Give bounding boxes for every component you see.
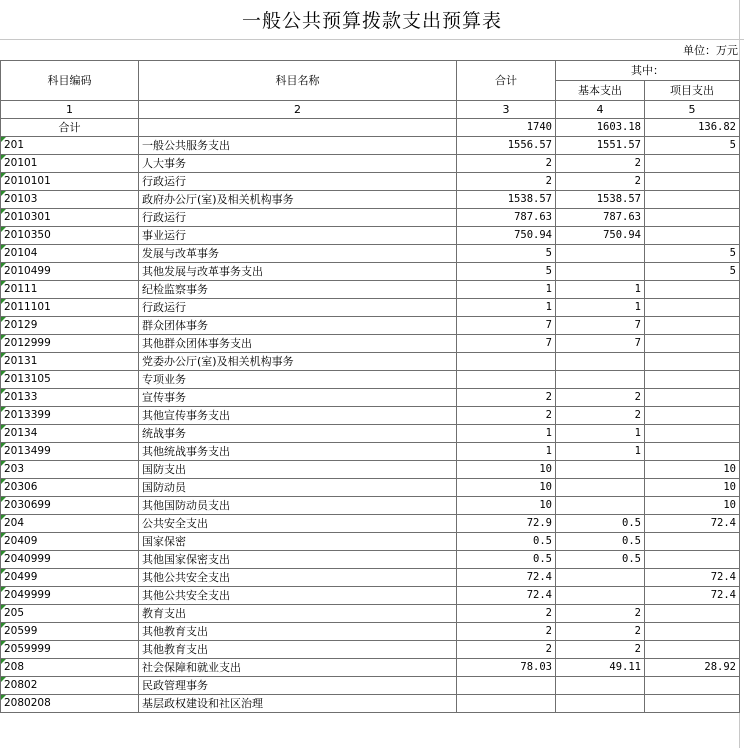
table-row xyxy=(1,641,740,659)
header-code[interactable]: 科目编码 xyxy=(1,61,139,101)
total-cell[interactable] xyxy=(457,695,556,713)
table-row xyxy=(1,353,740,371)
total-cell[interactable]: 2 xyxy=(457,641,556,659)
text-format-marker-icon xyxy=(1,227,6,232)
index-cell-3[interactable]: 3 xyxy=(457,101,556,119)
text-format-marker-icon xyxy=(1,371,6,376)
basic-cell[interactable]: 2 xyxy=(556,173,645,191)
code-cell[interactable] xyxy=(1,425,139,443)
table-title: 一般公共预算拨款支出预算表 xyxy=(241,10,502,32)
name-cell[interactable]: 其他宣传事务支出 xyxy=(139,407,457,425)
table-row xyxy=(1,587,740,605)
basic-cell[interactable] xyxy=(556,695,645,713)
summary-basic[interactable]: 1603.18 xyxy=(556,119,645,137)
project-cell[interactable] xyxy=(645,551,740,569)
name-cell[interactable]: 其他教育支出 xyxy=(139,641,457,659)
code-text: 2080208 xyxy=(4,697,51,709)
text-format-marker-icon xyxy=(1,245,6,250)
code-cell[interactable] xyxy=(1,695,139,713)
total-cell[interactable]: 0.5 xyxy=(457,551,556,569)
text-format-marker-icon xyxy=(1,281,6,286)
basic-cell[interactable] xyxy=(556,569,645,587)
name-cell[interactable]: 纪检监察事务 xyxy=(139,281,457,299)
code-text: 205 xyxy=(4,607,25,619)
name-cell[interactable]: 行政运行 xyxy=(139,299,457,317)
basic-cell[interactable]: 1 xyxy=(556,281,645,299)
code-text: 20599 xyxy=(4,625,38,637)
code-text: 20499 xyxy=(4,571,38,583)
text-format-marker-icon xyxy=(1,605,6,610)
name-cell[interactable]: 其他教育支出 xyxy=(139,623,457,641)
project-cell[interactable]: 72.4 xyxy=(645,569,740,587)
table-row xyxy=(1,695,740,713)
total-cell[interactable]: 72.4 xyxy=(457,587,556,605)
basic-cell[interactable]: 0.5 xyxy=(556,515,645,533)
summary-label[interactable]: 合计 xyxy=(1,119,139,137)
text-format-marker-icon xyxy=(1,497,6,502)
index-cell-1[interactable]: 1 xyxy=(1,101,139,119)
project-cell[interactable]: 5 xyxy=(645,137,740,155)
table-row xyxy=(1,299,740,317)
basic-cell[interactable]: 0.5 xyxy=(556,551,645,569)
name-cell[interactable]: 其他群众团体事务支出 xyxy=(139,335,457,353)
basic-cell[interactable]: 0.5 xyxy=(556,533,645,551)
code-cell[interactable] xyxy=(1,155,139,173)
code-cell[interactable] xyxy=(1,587,139,605)
basic-cell[interactable]: 1 xyxy=(556,425,645,443)
project-cell[interactable]: 72.4 xyxy=(645,587,740,605)
code-text: 2012999 xyxy=(4,337,51,349)
table-row xyxy=(1,371,740,389)
name-cell[interactable]: 政府办公厅(室)及相关机构事务 xyxy=(139,191,457,209)
unit-label: 单位：万元 xyxy=(683,44,738,57)
summary-row xyxy=(1,119,740,137)
name-cell[interactable]: 国防支出 xyxy=(139,461,457,479)
header-row-1 xyxy=(1,61,740,81)
index-cell-2[interactable]: 2 xyxy=(139,101,457,119)
name-cell[interactable]: 其他统战事务支出 xyxy=(139,443,457,461)
total-cell[interactable]: 10 xyxy=(457,497,556,515)
basic-cell[interactable] xyxy=(556,353,645,371)
table-row xyxy=(1,407,740,425)
basic-cell[interactable]: 2 xyxy=(556,155,645,173)
code-cell[interactable] xyxy=(1,677,139,695)
code-cell[interactable] xyxy=(1,389,139,407)
total-cell[interactable]: 2 xyxy=(457,605,556,623)
code-cell[interactable] xyxy=(1,299,139,317)
table-row xyxy=(1,317,740,335)
name-cell[interactable]: 行政运行 xyxy=(139,173,457,191)
basic-cell[interactable] xyxy=(556,479,645,497)
code-cell[interactable] xyxy=(1,641,139,659)
table-row xyxy=(1,263,740,281)
text-format-marker-icon xyxy=(1,479,6,484)
code-cell[interactable] xyxy=(1,479,139,497)
name-cell[interactable]: 其他发展与改革事务支出 xyxy=(139,263,457,281)
table-row xyxy=(1,245,740,263)
basic-cell[interactable] xyxy=(556,371,645,389)
text-format-marker-icon xyxy=(1,677,6,682)
header-total[interactable]: 合计 xyxy=(457,61,556,101)
total-cell[interactable] xyxy=(457,353,556,371)
name-cell[interactable]: 宣传事务 xyxy=(139,389,457,407)
code-cell[interactable] xyxy=(1,317,139,335)
table-row xyxy=(1,227,740,245)
text-format-marker-icon xyxy=(1,299,6,304)
project-cell[interactable] xyxy=(645,371,740,389)
basic-cell[interactable] xyxy=(556,263,645,281)
project-cell[interactable] xyxy=(645,155,740,173)
code-cell[interactable] xyxy=(1,443,139,461)
table-row xyxy=(1,209,740,227)
table-row xyxy=(1,335,740,353)
project-cell[interactable] xyxy=(645,641,740,659)
code-cell[interactable] xyxy=(1,551,139,569)
basic-cell[interactable]: 1 xyxy=(556,443,645,461)
total-cell[interactable]: 1556.57 xyxy=(457,137,556,155)
table-row xyxy=(1,497,740,515)
total-cell[interactable]: 2 xyxy=(457,173,556,191)
code-cell[interactable] xyxy=(1,605,139,623)
project-cell[interactable] xyxy=(645,191,740,209)
basic-cell[interactable]: 2 xyxy=(556,407,645,425)
total-cell[interactable]: 72.4 xyxy=(457,569,556,587)
total-cell[interactable]: 1 xyxy=(457,299,556,317)
basic-cell[interactable] xyxy=(556,461,645,479)
code-text: 2049999 xyxy=(4,589,51,601)
code-text: 201 xyxy=(4,139,25,151)
text-format-marker-icon xyxy=(1,659,6,664)
name-cell[interactable]: 其他国防动员支出 xyxy=(139,497,457,515)
name-cell[interactable]: 专项业务 xyxy=(139,371,457,389)
code-cell[interactable] xyxy=(1,245,139,263)
name-cell[interactable]: 民政管理事务 xyxy=(139,677,457,695)
project-cell[interactable] xyxy=(645,281,740,299)
text-format-marker-icon xyxy=(1,173,6,178)
total-cell[interactable]: 787.63 xyxy=(457,209,556,227)
name-cell[interactable]: 国防动员 xyxy=(139,479,457,497)
basic-cell[interactable]: 1551.57 xyxy=(556,137,645,155)
code-text: 20103 xyxy=(4,193,38,205)
text-format-marker-icon xyxy=(1,587,6,592)
table-row xyxy=(1,479,740,497)
text-format-marker-icon xyxy=(1,461,6,466)
table-row xyxy=(1,461,740,479)
code-text: 2040999 xyxy=(4,553,51,565)
code-cell[interactable] xyxy=(1,353,139,371)
code-cell[interactable] xyxy=(1,659,139,677)
basic-cell[interactable] xyxy=(556,587,645,605)
code-cell[interactable] xyxy=(1,173,139,191)
name-cell[interactable]: 党委办公厅(室)及相关机构事务 xyxy=(139,353,457,371)
index-cell-5[interactable]: 5 xyxy=(645,101,740,119)
code-text: 20131 xyxy=(4,355,38,367)
name-cell[interactable]: 其他国家保密支出 xyxy=(139,551,457,569)
name-cell[interactable]: 国家保密 xyxy=(139,533,457,551)
name-cell[interactable]: 行政运行 xyxy=(139,209,457,227)
project-cell[interactable] xyxy=(645,533,740,551)
project-cell[interactable]: 10 xyxy=(645,461,740,479)
table-row xyxy=(1,677,740,695)
code-text: 203 xyxy=(4,463,25,475)
total-cell[interactable]: 78.03 xyxy=(457,659,556,677)
table-row xyxy=(1,173,740,191)
code-cell[interactable] xyxy=(1,533,139,551)
project-cell[interactable] xyxy=(645,389,740,407)
code-text: 2013105 xyxy=(4,373,51,385)
text-format-marker-icon xyxy=(1,569,6,574)
summary-project[interactable]: 136.82 xyxy=(645,119,740,137)
project-cell[interactable] xyxy=(645,623,740,641)
code-cell[interactable] xyxy=(1,209,139,227)
text-format-marker-icon xyxy=(1,155,6,160)
code-text: 20802 xyxy=(4,679,38,691)
code-text: 20111 xyxy=(4,283,38,295)
total-cell[interactable]: 0.5 xyxy=(457,533,556,551)
code-cell[interactable] xyxy=(1,281,139,299)
total-cell[interactable]: 2 xyxy=(457,407,556,425)
name-cell[interactable]: 公共安全支出 xyxy=(139,515,457,533)
code-cell[interactable] xyxy=(1,227,139,245)
basic-cell[interactable]: 7 xyxy=(556,335,645,353)
table-row xyxy=(1,659,740,677)
code-text: 2010350 xyxy=(4,229,51,241)
unit-row xyxy=(0,42,744,60)
name-cell[interactable]: 教育支出 xyxy=(139,605,457,623)
code-text: 20409 xyxy=(4,535,38,547)
total-cell[interactable]: 5 xyxy=(457,263,556,281)
code-text: 208 xyxy=(4,661,25,673)
header-of-which[interactable]: 其中： xyxy=(556,61,740,81)
project-cell[interactable] xyxy=(645,227,740,245)
budget-table xyxy=(0,60,740,713)
code-text: 20133 xyxy=(4,391,38,403)
index-cell-4[interactable]: 4 xyxy=(556,101,645,119)
basic-cell[interactable]: 787.63 xyxy=(556,209,645,227)
total-cell[interactable] xyxy=(457,371,556,389)
code-text: 20104 xyxy=(4,247,38,259)
project-cell[interactable] xyxy=(645,173,740,191)
project-cell[interactable] xyxy=(645,353,740,371)
summary-total[interactable]: 1740 xyxy=(457,119,556,137)
text-format-marker-icon xyxy=(1,335,6,340)
project-cell[interactable]: 10 xyxy=(645,479,740,497)
code-cell[interactable] xyxy=(1,263,139,281)
table-row xyxy=(1,191,740,209)
project-cell[interactable] xyxy=(645,407,740,425)
table-row xyxy=(1,137,740,155)
name-cell[interactable]: 统战事务 xyxy=(139,425,457,443)
project-cell[interactable] xyxy=(645,209,740,227)
table-row xyxy=(1,425,740,443)
table-row xyxy=(1,155,740,173)
total-cell[interactable]: 7 xyxy=(457,317,556,335)
basic-cell[interactable]: 2 xyxy=(556,623,645,641)
basic-cell[interactable]: 2 xyxy=(556,389,645,407)
code-cell[interactable] xyxy=(1,461,139,479)
total-cell[interactable]: 10 xyxy=(457,461,556,479)
header-name[interactable]: 科目名称 xyxy=(139,61,457,101)
basic-cell[interactable]: 2 xyxy=(556,641,645,659)
total-cell[interactable]: 2 xyxy=(457,389,556,407)
code-cell[interactable] xyxy=(1,191,139,209)
table-row xyxy=(1,533,740,551)
project-cell[interactable]: 5 xyxy=(645,263,740,281)
table-row xyxy=(1,389,740,407)
project-cell[interactable]: 72.4 xyxy=(645,515,740,533)
name-cell[interactable]: 事业运行 xyxy=(139,227,457,245)
name-cell[interactable]: 人大事务 xyxy=(139,155,457,173)
text-format-marker-icon xyxy=(1,533,6,538)
total-cell[interactable]: 1 xyxy=(457,443,556,461)
project-cell[interactable]: 10 xyxy=(645,497,740,515)
code-text: 204 xyxy=(4,517,25,529)
basic-cell[interactable] xyxy=(556,245,645,263)
code-text: 2010499 xyxy=(4,265,51,277)
project-cell[interactable] xyxy=(645,317,740,335)
name-cell[interactable]: 基层政权建设和社区治理 xyxy=(139,695,457,713)
text-format-marker-icon xyxy=(1,641,6,646)
code-cell[interactable] xyxy=(1,623,139,641)
total-cell[interactable]: 7 xyxy=(457,335,556,353)
name-cell[interactable]: 群众团体事务 xyxy=(139,317,457,335)
code-text: 2059999 xyxy=(4,643,51,655)
total-cell[interactable]: 5 xyxy=(457,245,556,263)
name-cell[interactable]: 其他公共安全支出 xyxy=(139,569,457,587)
text-format-marker-icon xyxy=(1,263,6,268)
code-text: 20101 xyxy=(4,157,38,169)
project-cell[interactable]: 5 xyxy=(645,245,740,263)
project-cell[interactable] xyxy=(645,443,740,461)
text-format-marker-icon xyxy=(1,443,6,448)
project-cell[interactable] xyxy=(645,425,740,443)
text-format-marker-icon xyxy=(1,425,6,430)
total-cell[interactable]: 750.94 xyxy=(457,227,556,245)
project-cell[interactable]: 28.92 xyxy=(645,659,740,677)
total-cell[interactable] xyxy=(457,677,556,695)
code-text: 2013499 xyxy=(4,445,51,457)
table-row xyxy=(1,605,740,623)
name-cell[interactable]: 一般公共服务支出 xyxy=(139,137,457,155)
code-cell[interactable] xyxy=(1,407,139,425)
total-cell[interactable]: 1 xyxy=(457,425,556,443)
code-cell[interactable] xyxy=(1,335,139,353)
project-cell[interactable] xyxy=(645,695,740,713)
basic-cell[interactable] xyxy=(556,677,645,695)
text-format-marker-icon xyxy=(1,407,6,412)
basic-cell[interactable] xyxy=(556,497,645,515)
table-row xyxy=(1,281,740,299)
table-row xyxy=(1,515,740,533)
code-text: 20134 xyxy=(4,427,38,439)
total-cell[interactable]: 1 xyxy=(457,281,556,299)
text-format-marker-icon xyxy=(1,515,6,520)
total-cell[interactable]: 2 xyxy=(457,155,556,173)
text-format-marker-icon xyxy=(1,353,6,358)
index-row xyxy=(1,101,740,119)
code-text: 2013399 xyxy=(4,409,51,421)
basic-cell[interactable]: 750.94 xyxy=(556,227,645,245)
code-text: 2010301 xyxy=(4,211,51,223)
code-text: 2011101 xyxy=(4,301,51,313)
text-format-marker-icon xyxy=(1,695,6,700)
project-cell[interactable] xyxy=(645,605,740,623)
code-cell[interactable] xyxy=(1,515,139,533)
name-cell[interactable]: 发展与改革事务 xyxy=(139,245,457,263)
text-format-marker-icon xyxy=(1,137,6,142)
table-row xyxy=(1,551,740,569)
summary-name-cell[interactable] xyxy=(139,119,457,137)
text-format-marker-icon xyxy=(1,191,6,196)
code-cell[interactable] xyxy=(1,497,139,515)
total-cell[interactable]: 2 xyxy=(457,623,556,641)
text-format-marker-icon xyxy=(1,209,6,214)
total-cell[interactable]: 10 xyxy=(457,479,556,497)
total-cell[interactable]: 1538.57 xyxy=(457,191,556,209)
text-format-marker-icon xyxy=(1,623,6,628)
name-cell[interactable]: 其他公共安全支出 xyxy=(139,587,457,605)
table-row xyxy=(1,443,740,461)
basic-cell[interactable]: 1 xyxy=(556,299,645,317)
header-basic[interactable]: 基本支出 xyxy=(556,81,645,101)
project-cell[interactable] xyxy=(645,335,740,353)
total-cell[interactable]: 72.9 xyxy=(457,515,556,533)
name-cell[interactable]: 社会保障和就业支出 xyxy=(139,659,457,677)
code-text: 2010101 xyxy=(4,175,51,187)
code-cell[interactable] xyxy=(1,569,139,587)
code-cell[interactable] xyxy=(1,137,139,155)
basic-cell[interactable]: 1538.57 xyxy=(556,191,645,209)
code-text: 20306 xyxy=(4,481,38,493)
text-format-marker-icon xyxy=(1,317,6,322)
code-text: 20129 xyxy=(4,319,38,331)
code-text: 2030699 xyxy=(4,499,51,511)
table-row xyxy=(1,623,740,641)
basic-cell[interactable]: 7 xyxy=(556,317,645,335)
basic-cell[interactable]: 49.11 xyxy=(556,659,645,677)
table-row xyxy=(1,569,740,587)
text-format-marker-icon xyxy=(1,389,6,394)
header-project[interactable]: 项目支出 xyxy=(645,81,740,101)
code-cell[interactable] xyxy=(1,371,139,389)
project-cell[interactable] xyxy=(645,677,740,695)
text-format-marker-icon xyxy=(1,551,6,556)
basic-cell[interactable]: 2 xyxy=(556,605,645,623)
project-cell[interactable] xyxy=(645,299,740,317)
